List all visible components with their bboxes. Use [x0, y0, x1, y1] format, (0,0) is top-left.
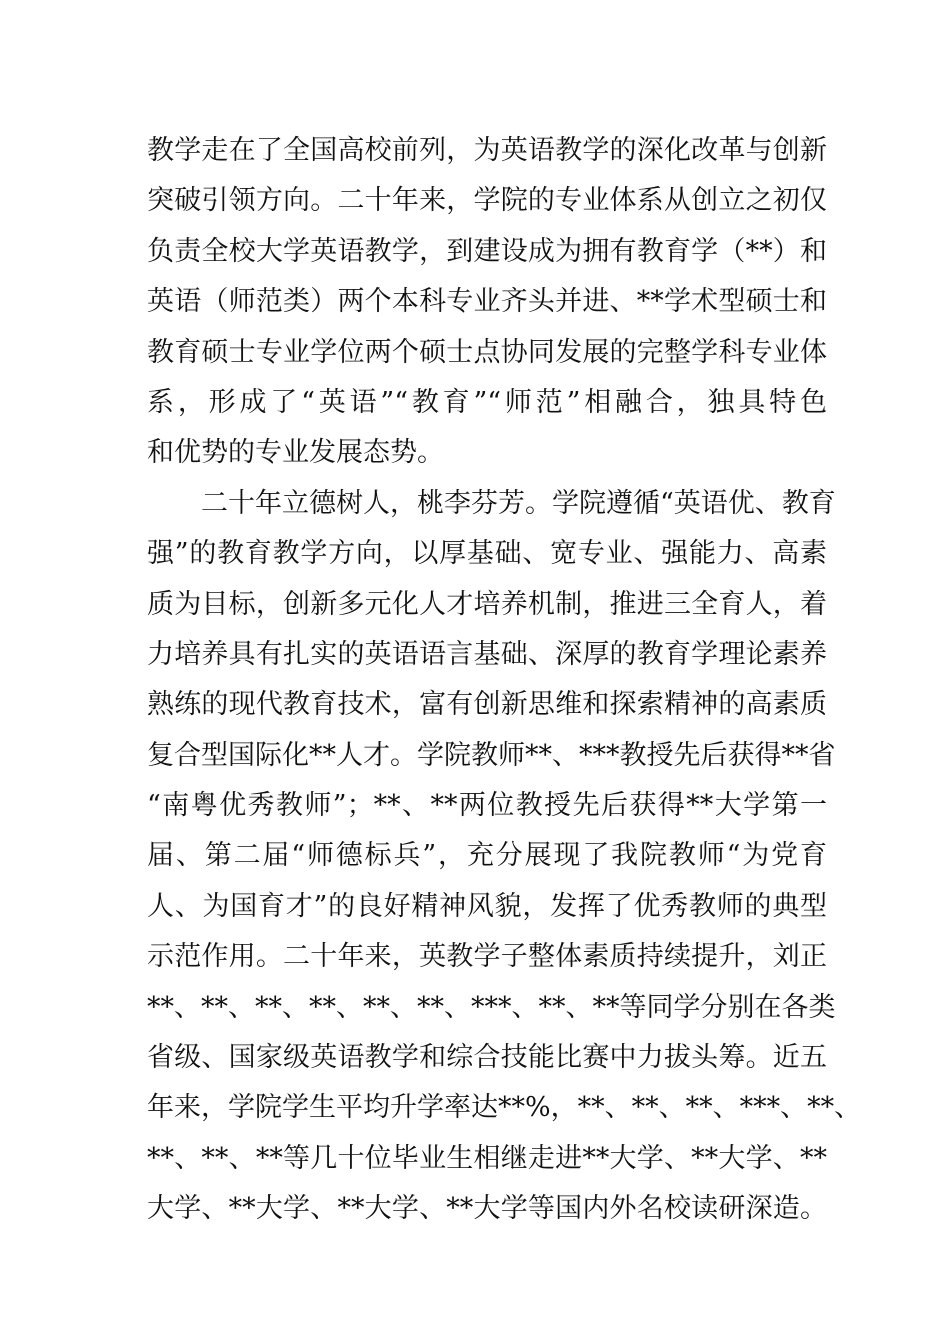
text-line: 系，形成了“英语”“教育”“师范”相融合，独具特色 [147, 386, 827, 418]
text-line: 教育硕士专业学位两个硕士点协同发展的完整学科专业体 [147, 336, 827, 368]
text-line: 年来，学院学生平均升学率达**%，**、**、**、***、**、 [147, 1092, 862, 1124]
text-line: **、**、**等几十位毕业生相继走进**大学、**大学、** [147, 1142, 827, 1174]
text-line [147, 1235, 827, 1285]
body-text [147, 126, 862, 1285]
text-line: 二十年立德树人，桃李芬芳。学院遵循“英语优、教育 [201, 487, 836, 519]
text-line: 复合型国际化**人才。学院教师**、***教授先后获得**省 [147, 739, 836, 771]
text-line: “南粤优秀教师”；**、**两位教授先后获得**大学第一 [147, 790, 827, 822]
text-line: 教学走在了全国高校前列，为英语教学的深化改革与创新 [147, 135, 827, 166]
text-line: 强”的教育教学方向，以厚基础、宽专业、强能力、高素 [147, 538, 827, 570]
text-line: 力培养具有扎实的英语语言基础、深厚的教育学理论素养 [147, 638, 827, 670]
text-line: 英语（师范类）两个本科专业齐头并进、**学术型硕士和 [147, 286, 827, 318]
text-line: 省级、国家级英语教学和综合技能比赛中力拔头筹。近五 [147, 1042, 827, 1074]
text-line: 质为目标，创新多元化人才培养机制，推进三全育人，着 [147, 588, 827, 620]
paragraph-1 [147, 126, 827, 479]
text-line: 届、第二届“师德标兵”，充分展现了我院教师“为党育 [147, 840, 827, 872]
paragraph-2 [147, 479, 862, 1285]
text-line: 突破引领方向。二十年来，学院的专业体系从创立之初仅 [147, 185, 827, 217]
text-line: **、**、**、**、**、**、***、**、**等同学分别在各类 [147, 991, 836, 1023]
text-line: 人、为国育才”的良好精神风貌，发挥了优秀教师的典型 [147, 890, 827, 922]
text-line: 和优势的专业发展态势。 [147, 437, 444, 469]
text-line: 熟练的现代教育技术，富有创新思维和探索精神的高素质 [147, 689, 827, 721]
text-line: 示范作用。二十年来，英教学子整体素质持续提升，刘正 [147, 941, 827, 973]
text-line: 负责全校大学英语教学，到建设成为拥有教育学（**）和 [147, 235, 827, 267]
text-line: 大学、**大学、**大学、**大学等国内外名校读研深造。 [147, 1193, 827, 1225]
